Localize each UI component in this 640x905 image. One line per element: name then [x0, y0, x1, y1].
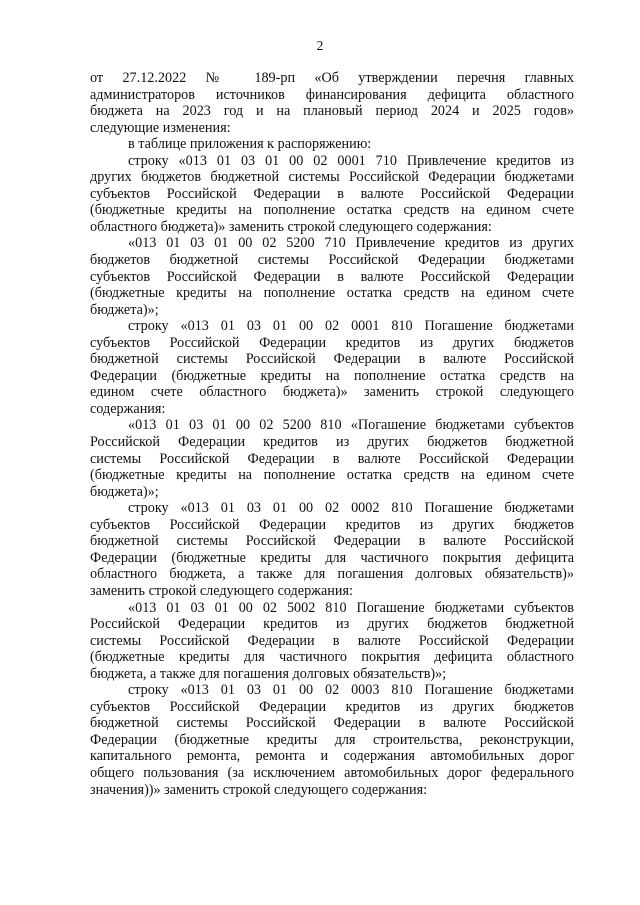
text-line: субъектов Российской Федерации в валюте Российской Федерации: [90, 185, 574, 202]
text-line: строку «013 01 03 01 00 02 0001 810 Погашение бюджетами: [128, 318, 574, 335]
text-line: едином счете областного бюджета)» заменить строкой следующего: [90, 384, 574, 401]
text-line: субъектов Российской Федерации кредитов из других бюджетов: [90, 698, 574, 715]
text-line: администраторов источников финансирования дефицита областного: [90, 86, 574, 103]
text-line: от 27.12.2022 № 189-рп «Об утверждении перечня главных: [90, 70, 574, 86]
text-line: «013 01 03 01 00 02 5002 810 Погашение бюджетами субъектов: [128, 599, 574, 616]
text-line: заменить строкой следующего содержания:: [90, 582, 353, 599]
text-line: других бюджетов бюджетной системы Российской Федерации бюджетами: [90, 169, 574, 186]
text-line: Российской Федерации кредитов из других бюджетов бюджетной: [90, 616, 574, 633]
document-body: [90, 70, 574, 798]
paragraph: [90, 70, 574, 136]
text-line: Федерации (бюджетные кредиты на пополнение остатка средств на: [90, 367, 574, 384]
text-line: субъектов Российской Федерации в валюте Российской Федерации: [90, 268, 574, 285]
text-line: бюджетной системы Российской Федерации в валюте Российской: [90, 533, 574, 550]
text-line: строку «013 01 03 01 00 02 0003 810 Погашение бюджетами: [128, 682, 574, 699]
text-line: «013 01 03 01 00 02 5200 810 «Погашение бюджетами субъектов: [128, 417, 574, 434]
text-line: бюджета, а также для погашения долговых обязательств)»;: [90, 665, 447, 682]
text-line: Российской Федерации кредитов из других бюджетов бюджетной: [90, 434, 574, 451]
text-line: бюджетной системы Российской Федерации в валюте Российской: [90, 715, 574, 732]
text-line: капитального ремонта, ремонта и содержания автомобильных дорог: [90, 748, 574, 765]
paragraph: [90, 318, 574, 417]
text-line: бюджетной системы Российской Федерации в валюте Российской: [90, 351, 574, 368]
text-line: (бюджетные кредиты на пополнение остатка средств на едином счете: [90, 202, 574, 219]
paragraph: [90, 153, 574, 236]
text-line: бюджета на 2023 год и на плановый период 2024 и 2025 годов»: [90, 103, 574, 120]
paragraph: [90, 682, 574, 798]
text-line: (бюджетные кредиты для частичного покрытия дефицита областного: [90, 649, 574, 666]
text-line: системы Российской Федерации в валюте Российской Федерации: [90, 632, 574, 649]
text-line: (бюджетные кредиты на пополнение остатка средств на едином счете: [90, 467, 574, 484]
text-line: бюджетов бюджетной системы Российской Федерации бюджетами: [90, 252, 574, 269]
text-line: значения))» заменить строкой следующего содержания:: [90, 781, 428, 798]
text-line: субъектов Российской Федерации кредитов из других бюджетов: [90, 334, 574, 351]
text-line: Федерации (бюджетные кредиты для частичного покрытия дефицита: [90, 549, 574, 566]
text-line: «013 01 03 01 00 02 5200 710 Привлечение кредитов из других: [128, 235, 574, 252]
text-line: содержания:: [90, 400, 166, 417]
text-line: Федерации (бюджетные кредиты для строительства, реконструкции,: [90, 731, 574, 748]
text-line: (бюджетные кредиты на пополнение остатка средств на едином счете: [90, 285, 574, 302]
text-line: следующие изменения:: [90, 119, 231, 136]
text-line: общего пользования (за исключением автомобильных дорог федерального: [90, 764, 574, 781]
text-line: бюджета)»;: [90, 483, 159, 500]
text-line: областного бюджета)» заменить строкой следующего содержания:: [90, 218, 492, 235]
text-line: системы Российской Федерации в валюте Российской Федерации: [90, 450, 574, 467]
text-line: субъектов Российской Федерации кредитов из других бюджетов: [90, 516, 574, 533]
text-line: в таблице приложения к распоряжению:: [128, 136, 372, 153]
paragraph: [90, 500, 574, 599]
text-line: строку «013 01 03 01 00 02 0001 710 Привлечение кредитов из: [128, 152, 574, 169]
paragraph: [90, 235, 574, 318]
text-line: областного бюджета, а также для погашения долговых обязательств)»: [90, 566, 574, 583]
text-line: строку «013 01 03 01 00 02 0002 810 Погашение бюджетами: [128, 500, 574, 517]
paragraph: [90, 417, 574, 500]
paragraph: [90, 600, 574, 683]
text-line: бюджета)»;: [90, 301, 159, 318]
page-number: 2: [316, 38, 324, 53]
paragraph: [90, 136, 574, 153]
